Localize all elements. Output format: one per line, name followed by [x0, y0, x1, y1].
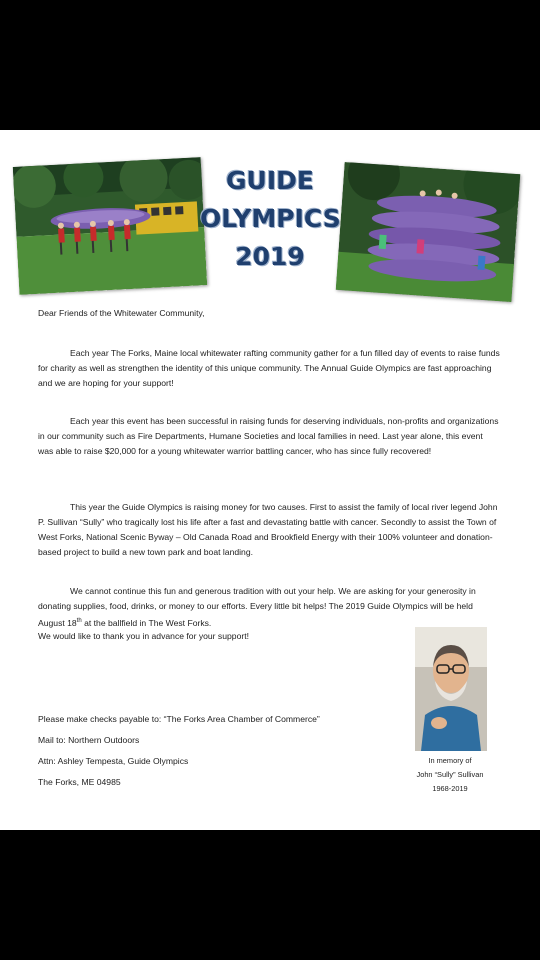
attention-line: Attn: Ashley Tempesta, Guide Olympics [38, 756, 189, 766]
mail-to-line: Mail to: Northern Outdoors [38, 735, 140, 745]
memorial-caption [400, 754, 500, 796]
event-title [200, 162, 340, 276]
raft-wall-photo [336, 162, 521, 302]
letter-thanks: We would like to thank you in advance for your support! [38, 631, 249, 641]
title-line-olympics: OLYMPICS [200, 204, 341, 233]
paragraph-4-end: at the ballfield in The West Forks. [81, 617, 212, 628]
paragraph-4-start: We cannot continue this fun and generous tradition with out your help. We are asking for your generosity in donating supplies, food, drinks, or money to our efforts. Every little bit helps! The 2019 Guide Olympics will be held August 18 [38, 586, 476, 628]
flyer-page [0, 130, 540, 830]
memorial-line-3: 1968-2019 [432, 784, 468, 793]
letter-greeting: Dear Friends of the Whitewater Community, [38, 308, 205, 318]
memorial-line-1: In memory of [428, 756, 472, 765]
paragraph-4-superscript: th [76, 618, 82, 624]
checks-payable-line: Please make checks payable to: “The Forks Area Chamber of Commerce” [38, 714, 320, 724]
city-line: The Forks, ME 04985 [38, 777, 121, 787]
letter-paragraph-2: Each year this event has been successful in raising funds for deserving individuals, non-profits and organizations in our community such as Fire Departments, Humane Societies and local families in need. Last year alone, this event was able to raise $20,000 for a young whitewater warrior battling cancer, who has since fully recovered! [38, 416, 499, 456]
letter-paragraph-4 [38, 584, 500, 631]
title-line-guide: GUIDE [226, 166, 314, 195]
letter-paragraph-1: Each year The Forks, Maine local whitewater rafting community gather for a fun filled day of events to raise funds for charity as well as strengthen the identity of this unique community. The Annual Guide Olympics are fast approaching and we are hoping for your support! [38, 348, 500, 388]
letter-paragraph-3: This year the Guide Olympics is raising money for two causes. First to assist the family of local river legend John P. Sullivan “Sully” who tragically lost his life after a fast and devastating battle with cancer. Secondly to assist the Town of West Forks, National Scenic Byway – Old Canada Road and Brookfield Energy with their 100% volunteer and donation-based project to build a new town park and boat landing. [38, 502, 498, 557]
title-line-year: 2019 [235, 242, 305, 271]
memorial-line-2: John “Sully” Sullivan [416, 770, 484, 779]
memorial-portrait [415, 627, 487, 751]
raft-carry-photo [13, 157, 207, 295]
